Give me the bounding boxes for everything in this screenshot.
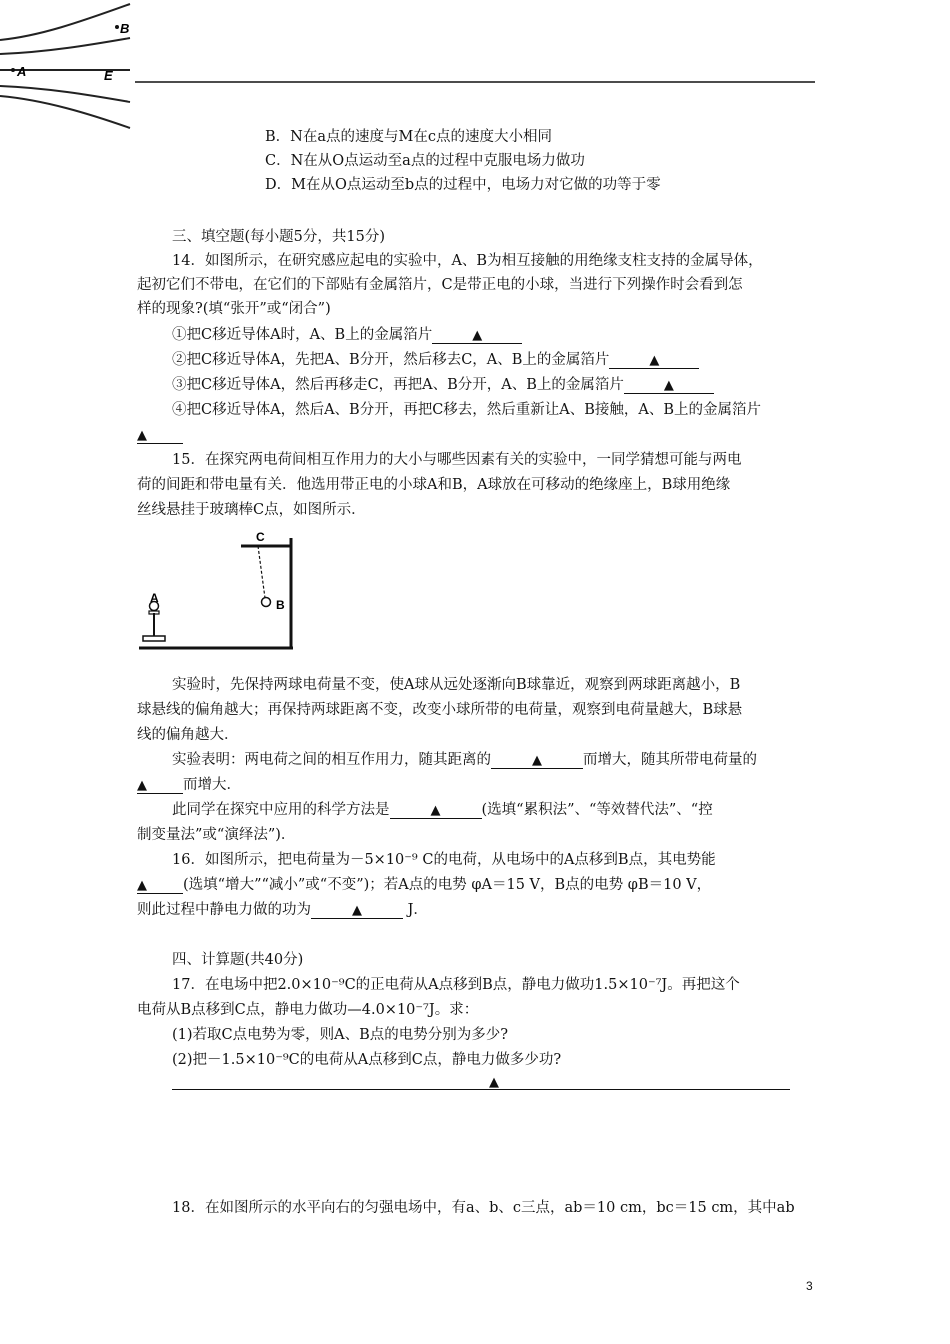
answer-blank[interactable]: ▲ xyxy=(624,377,714,394)
q14-item4: ④把C移近导体A，然后A、B分开，再把C移去，然后重新让A、B接触，A、B上的金属箔片 xyxy=(172,402,762,418)
q17-line1: 17．在电场中把2.0×10⁻⁹C的正电荷从A点移到B点，静电力做功1.5×10⁻⁷J。再把这个 xyxy=(172,977,740,993)
q15-conclusion-cont: ▲ 而增大． xyxy=(137,777,241,793)
answer-blank[interactable]: ▲ xyxy=(432,327,522,344)
q16-line1: 16．如图所示，把电荷量为－5×10⁻⁹ C的电荷，从电场中的A点移到B点，其电势能 xyxy=(172,852,716,868)
q14-item1: ①把C移近导体A时，A、B上的金属箔片 ▲ xyxy=(172,325,522,345)
insulating-stand-base xyxy=(143,636,165,641)
q15-method-cont: 制变量法”或“演绎法”)． xyxy=(137,827,296,843)
q14-line3: 样的现象?(填“张开”或“闭合”) xyxy=(137,301,331,317)
coulomb-experiment-figure xyxy=(137,526,307,656)
q15-para1-line2: 球悬线的偏角越大；再保持两球距离不变，改变小球所带的电荷量，观察到电荷量越大，B球悬 xyxy=(137,702,743,718)
answer-blank[interactable]: ▲ xyxy=(311,902,403,919)
q15-method: 此同学在探究中应用的科学方法是 ▲ (选填“累积法”、“等效替代法”、“控 xyxy=(172,802,713,818)
point-b-dot xyxy=(115,25,119,29)
answer-blank[interactable]: ▲ xyxy=(609,352,699,369)
label-e: E xyxy=(104,68,113,83)
q15-conclusion: 实验表明：两电荷之间的相互作用力，随其距离的 ▲ 而增大，随其所带电荷量的 xyxy=(172,752,757,768)
q16-line2: ▲ (选填“增大”“减小”或“不变”)；若A点的电势 φA＝15 V，B点的电势 φB＝10 V， xyxy=(137,877,712,893)
electric-field-figure xyxy=(0,0,950,140)
field-line xyxy=(0,86,130,102)
option-c: C．N在从O点运动至a点的过程中克服电场力做功 xyxy=(265,153,585,169)
q15-para1-line3: 线的偏角越大． xyxy=(137,727,239,743)
q17-answer-line[interactable] xyxy=(172,1089,790,1090)
page-number: 3 xyxy=(806,1279,813,1293)
answer-blank[interactable]: ▲ xyxy=(137,877,183,894)
thread xyxy=(258,546,265,598)
q15-line3: 丝线悬挂于玻璃棒C点，如图所示． xyxy=(137,502,366,518)
option-d: D．M在从O点运动至b点的过程中，电场力对它做的功等于零 xyxy=(265,177,661,193)
q14-line1: 14．如图所示，在研究感应起电的实验中，A、B为相互接触的用绝缘支柱支持的金属导体， xyxy=(172,253,763,269)
q17-sub1: (1)若取C点电势为零，则A、B点的电势分别为多少? xyxy=(172,1027,509,1043)
answer-blank[interactable]: ▲ xyxy=(137,427,183,444)
option-b: B．N在a点的速度与M在c点的速度大小相同 xyxy=(265,129,552,145)
label-b: B xyxy=(276,598,285,612)
answer-blank[interactable]: ▲ xyxy=(390,802,482,819)
q14-item2: ②把C移近导体A，先把A、B分开，然后移去C，A、B上的金属箔片 ▲ xyxy=(172,350,699,370)
q15-line2: 荷的间距和带电量有关．他选用带正电的小球A和B，A球放在可移动的绝缘座上，B球用绝缘 xyxy=(137,477,731,493)
field-line xyxy=(0,96,130,128)
point-a-dot xyxy=(11,68,15,72)
answer-blank[interactable]: ▲ xyxy=(137,777,183,794)
q17-sub2: (2)把－1.5×10⁻⁹C的电荷从A点移到C点，静电力做多少功? xyxy=(172,1052,562,1068)
field-line xyxy=(0,38,130,54)
q17-line2: 电荷从B点移到C点，静电力做功—4.0×10⁻⁷J。求： xyxy=(137,1002,479,1018)
section3-heading: 三、填空题(每小题5分，共15分) xyxy=(172,229,385,245)
q14-item3: ③把C移近导体A，然后再移走C，再把A、B分开，A、B上的金属箔片 ▲ xyxy=(172,375,714,395)
label-b: B xyxy=(120,21,130,36)
field-line xyxy=(0,4,130,40)
q15-para1-line1: 实验时，先保持两球电荷量不变，使A球从远处逐渐向B球靠近，观察到两球距离越小，B xyxy=(172,677,741,693)
insulating-stand-top xyxy=(149,611,159,614)
q18-line1: 18．在如图所示的水平向右的匀强电场中，有a、b、c三点，ab＝10 cm，bc＝15 cm，其中ab xyxy=(172,1200,795,1216)
q14-item4-answer xyxy=(137,425,183,445)
section4-heading: 四、计算题(共40分) xyxy=(172,952,304,968)
answer-blank[interactable]: ▲ xyxy=(491,752,583,769)
q17-answer-marker: ▲ xyxy=(489,1075,499,1090)
q16-line3: 则此过程中静电力做的功为 ▲ J． xyxy=(137,902,428,918)
label-a: A xyxy=(17,64,27,79)
q15-line1: 15．在探究两电荷间相互作用力的大小与哪些因素有关的实验中，一同学猜想可能与两电 xyxy=(172,452,742,468)
q14-line2: 起初它们不带电，在它们的下部贴有金属箔片，C是带正电的小球，当进行下列操作时会看到怎 xyxy=(137,277,743,293)
label-c: C xyxy=(256,530,265,544)
label-a: A xyxy=(150,591,159,605)
ball-b xyxy=(262,598,271,607)
